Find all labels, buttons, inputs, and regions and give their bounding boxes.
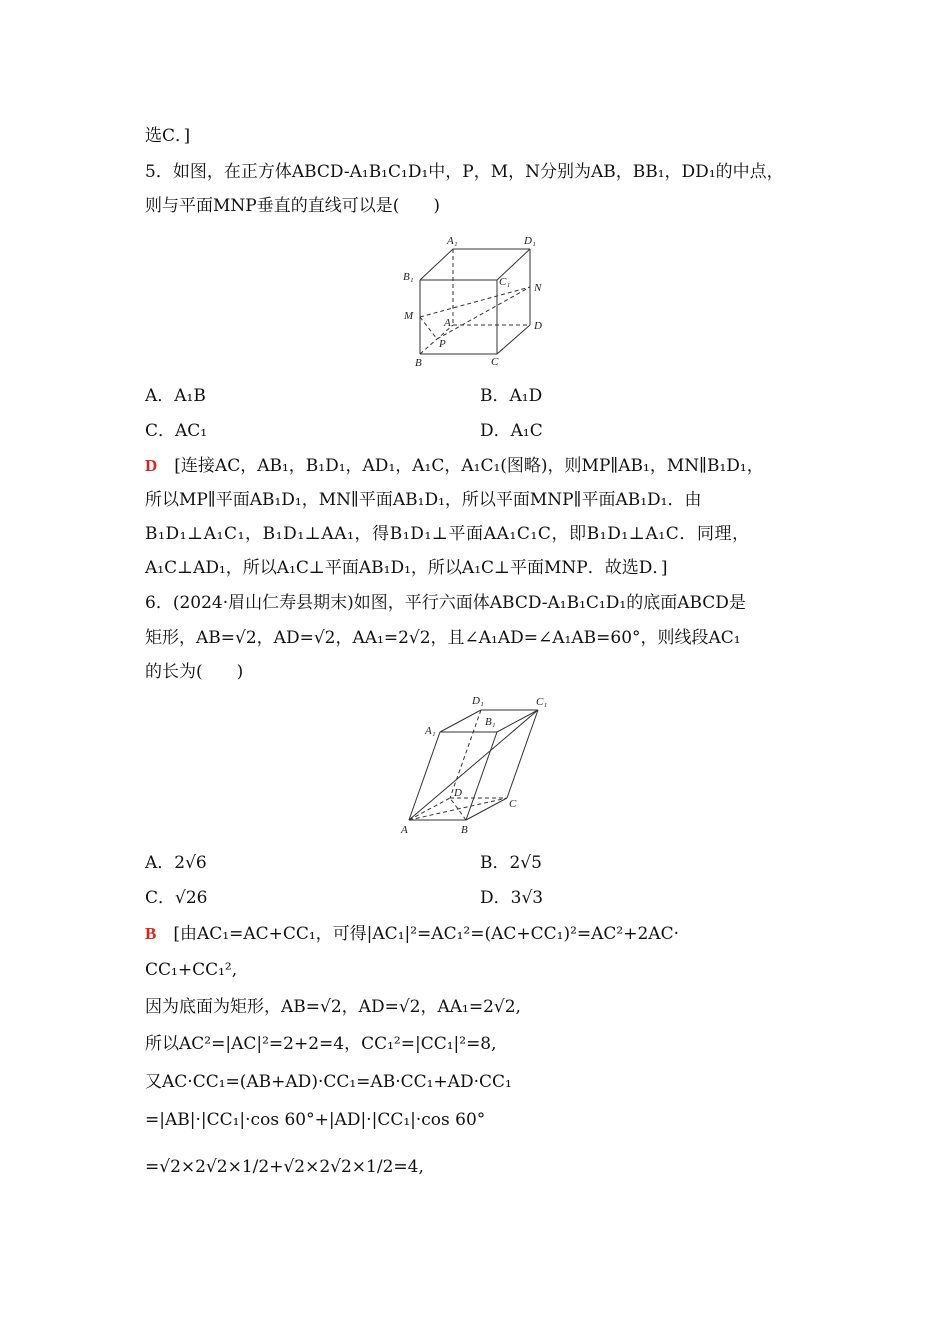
q5-solution-line1 [145,454,764,478]
q6-solution-line2: CC₁+CC₁², [145,960,238,980]
label-C: C [509,798,517,810]
q6-solution-line3: 因为底面为矩形，AB=√2，AD=√2，AA₁=2√2, [145,997,521,1017]
q6-solution-line4: 所以AC²=|AC|²=2+2=4，CC₁²=|CC₁|²=8, [145,1034,497,1054]
text-line-prev-answer: 选C．] [145,126,191,146]
label-D: D [534,320,542,332]
q6-solution-line6: =|AB|·|CC₁|·cos 60°+|AD|·|CC₁|·cos 60° [145,1110,486,1130]
label-A: A [401,824,408,836]
q6-option-b: B．2√5 [480,853,542,873]
label-B: B [461,824,468,836]
q5-solution-line4: A₁C⊥AD₁，所以A₁C⊥平面AB₁D₁，所以A₁C⊥平面MNP．故选D．] [145,558,668,578]
label-A: A [444,317,451,329]
q5-option-c: C．AC₁ [145,421,208,441]
q5-option-d: D．A₁C [480,421,543,441]
label-B1: B₁ [403,271,414,283]
parallelepiped-figure [395,692,560,840]
q5-answer-letter: D [145,456,158,475]
q6-option-d: D．3√3 [480,888,544,908]
q6-solution-line7: =√2×2√2×1/2+√2×2√2×1/2=4, [145,1157,424,1177]
cube-figure [395,232,555,370]
label-B1: B₁ [485,716,496,728]
label-D1: D₁ [472,695,484,707]
q6-solution-line5: 又AC·CC₁=(AB+AD)·CC₁=AB·CC₁+AD·CC₁ [145,1072,512,1092]
q6-stem-line2: 矩形，AB=√2，AD=√2，AA₁=2√2，且∠A₁AD=∠A₁AB=60°，则线段AC₁ [145,628,741,648]
q6-stem-line3: 的长为( ) [145,662,244,682]
q5-stem-line1: 5．如图，在正方体ABCD-A₁B₁C₁D₁中，P，M，N分别为AB，BB₁，DD₁的中点， [145,162,784,182]
label-M: M [404,310,414,322]
label-B: B [415,357,422,369]
q5-solution-line2: 所以MP∥平面AB₁D₁，MN∥平面AB₁D₁，所以平面MNP∥平面AB₁D₁．由 [145,490,702,510]
label-N: N [534,282,542,294]
q6-option-c: C．√26 [145,888,208,908]
label-P: P [439,338,446,350]
q5-stem-line2: 则与平面MNP垂直的直线可以是( ) [145,196,440,216]
q6-solution-line1 [145,922,679,946]
q6-answer-letter: B [145,924,157,943]
q5-option-b: B．A₁D [480,386,543,406]
label-D1: D₁ [524,235,536,247]
q5-option-a: A．A₁B [145,386,206,406]
q6-stem-line1: 6．(2024·眉山仁寿县期末)如图，平行六面体ABCD-A₁B₁C₁D₁的底面ABCD是 [145,593,746,613]
q6-option-a: A．2√6 [145,853,207,873]
q5-solution-line3: B₁D₁⊥A₁C₁，B₁D₁⊥AA₁，得B₁D₁⊥平面AA₁C₁C，即B₁D₁⊥A₁C．同理， [145,524,750,544]
label-C1: C₁ [536,696,548,708]
label-D: D [454,787,462,799]
label-C1: C₁ [499,276,511,288]
label-C: C [491,356,499,368]
q6-solution-text1: [由AC₁=AC+CC₁，可得|AC₁|²=AC₁²=(AC+CC₁)²=AC²+2AC· [156,924,679,944]
label-A1: A₁ [425,725,436,737]
label-A1: A₁ [447,235,458,247]
q5-solution-text1: [连接AC，AB₁，B₁D₁，AD₁，A₁C，A₁C₁(图略)，则MP∥AB₁，MN∥B₁D₁， [157,456,764,476]
